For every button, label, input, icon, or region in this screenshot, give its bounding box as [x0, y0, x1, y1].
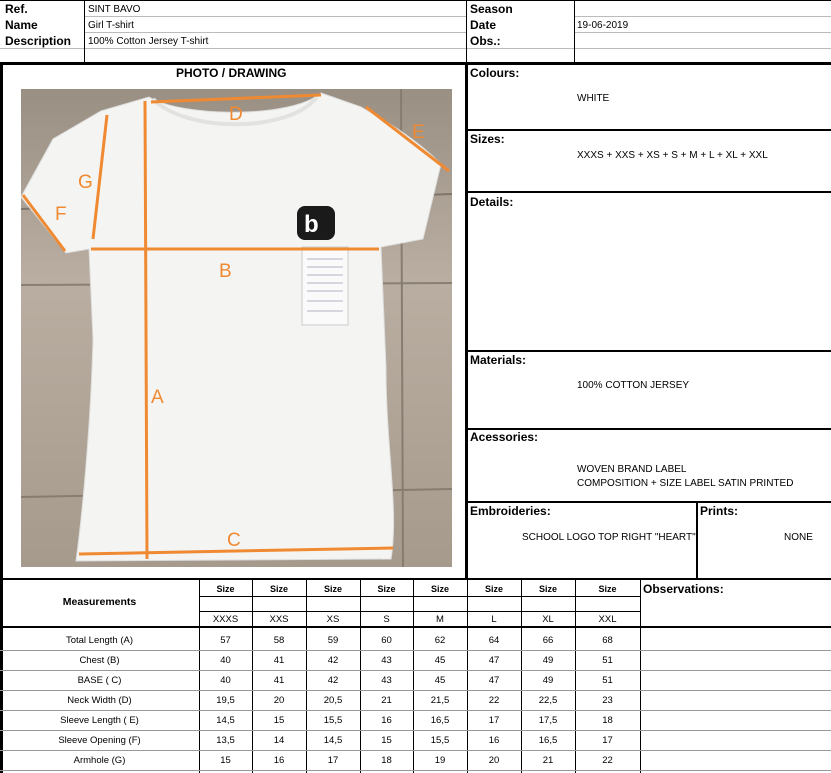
measure-letter-b: B: [219, 261, 232, 282]
table-cell: 14: [273, 735, 285, 746]
measurements-title: Measurements: [62, 596, 137, 608]
size-header: Size: [484, 584, 503, 594]
measure-letter-a: A: [151, 387, 164, 408]
row-label: Sleeve Opening (F): [58, 735, 141, 746]
table-cell: 41: [273, 655, 285, 666]
obs-label: Obs.:: [470, 34, 501, 48]
table-cell: 20,5: [323, 695, 343, 706]
table-cell: 42: [327, 675, 339, 686]
table-cell: 57: [220, 635, 231, 646]
table-cell: 49: [542, 675, 554, 686]
table-cell: 23: [602, 695, 613, 706]
colours-label: Colours:: [470, 66, 520, 80]
details-label: Details:: [470, 195, 514, 209]
accessories-line-1: WOVEN BRAND LABEL: [577, 464, 687, 475]
table-cell: 47: [488, 675, 500, 686]
table-cell: 64: [488, 635, 500, 646]
table-cell: 19,5: [216, 695, 235, 706]
table-cell: 19: [434, 755, 446, 766]
row-label: Neck Width (D): [67, 695, 132, 706]
ref-value: SINT BAVO: [88, 4, 141, 15]
size-name-4: M: [436, 614, 444, 625]
table-cell: 42: [327, 655, 339, 666]
size-header: Size: [430, 584, 449, 594]
table-row-divider: [0, 670, 831, 671]
sizes-label: Sizes:: [470, 132, 505, 146]
size-name-2: XS: [326, 614, 340, 625]
size-header: Size: [598, 584, 617, 594]
table-cell: 58: [273, 635, 285, 646]
measure-letter-f: F: [55, 204, 67, 225]
table-cell: 41: [273, 675, 285, 686]
table-cell: 16: [273, 755, 285, 766]
table-cell: 21: [381, 695, 392, 706]
table-cell: 20: [273, 695, 285, 706]
size-name-6: XL: [542, 614, 554, 625]
table-cell: 47: [488, 655, 500, 666]
embroideries-value: SCHOOL LOGO TOP RIGHT "HEART": [522, 532, 696, 543]
measure-letter-d: D: [229, 104, 243, 125]
size-header: Size: [216, 584, 235, 594]
table-col-divider: [640, 580, 641, 773]
size-name-3: S: [383, 614, 390, 625]
table-cell: 66: [542, 635, 554, 646]
table-cell: 15: [381, 735, 392, 746]
table-cell: 16,5: [430, 715, 450, 726]
size-name-0: XXXS: [212, 614, 239, 625]
materials-label: Materials:: [470, 353, 527, 367]
table-cell: 21,5: [430, 695, 450, 706]
table-row-divider: [0, 650, 831, 651]
embroideries-label: Embroideries:: [470, 504, 551, 518]
size-name-7: XXL: [598, 614, 617, 625]
measure-letter-c: C: [227, 530, 241, 551]
prints-value: NONE: [784, 532, 813, 543]
measure-letter-e: E: [412, 122, 425, 143]
name-label: Name: [5, 18, 38, 32]
svg-text:b: b: [304, 211, 319, 238]
date-value: 19-06-2019: [577, 20, 629, 31]
size-header: Size: [269, 584, 288, 594]
size-header: Size: [538, 584, 557, 594]
table-cell: 17,5: [538, 715, 558, 726]
table-cell: 14,5: [216, 715, 235, 726]
row-label: Total Length (A): [65, 635, 134, 646]
table-cell: 16: [381, 715, 392, 726]
table-cell: 17: [488, 715, 500, 726]
row-label: BASE ( C): [77, 675, 122, 686]
table-cell: 17: [327, 755, 339, 766]
accessories-line-2: COMPOSITION + SIZE LABEL SATIN PRINTED: [577, 478, 794, 489]
row-label: Chest (B): [79, 655, 120, 666]
prints-label: Prints:: [700, 504, 739, 518]
description-label: Description: [5, 34, 72, 48]
table-cell: 17: [602, 735, 613, 746]
table-cell: 60: [381, 635, 392, 646]
table-cell: 20: [488, 755, 500, 766]
table-cell: 62: [434, 635, 446, 646]
table-cell: 22: [602, 755, 613, 766]
row-label: Sleeve Length ( E): [60, 715, 139, 726]
photo-title: PHOTO / DRAWING: [176, 66, 287, 80]
table-cell: 13,5: [216, 735, 235, 746]
table-cell: 43: [381, 655, 392, 666]
table-cell: 68: [602, 635, 613, 646]
sizes-value: XXXS + XXS + XS + S + M + L + XL + XXL: [577, 150, 768, 161]
table-cell: 43: [381, 675, 392, 686]
colours-value: WHITE: [577, 93, 610, 104]
table-cell: 15,5: [323, 715, 343, 726]
size-header: Size: [377, 584, 396, 594]
observations-label: Observations:: [643, 582, 724, 596]
table-cell: 18: [602, 715, 613, 726]
date-label: Date: [470, 18, 497, 32]
table-cell: 22: [488, 695, 500, 706]
table-row-divider: [0, 750, 831, 751]
table-cell: 49: [542, 655, 554, 666]
size-name-5: L: [491, 614, 497, 625]
table-row-divider: [0, 770, 831, 771]
table-cell: 40: [220, 655, 231, 666]
table-cell: 21: [542, 755, 554, 766]
table-cell: 45: [434, 655, 446, 666]
table-cell: 16: [488, 735, 500, 746]
measure-letter-g: G: [78, 172, 93, 193]
tshirt-photo: [21, 89, 452, 567]
table-row-divider: [0, 690, 831, 691]
table-row-divider: [0, 730, 831, 731]
table-cell: 15: [273, 715, 285, 726]
table-cell: 18: [381, 755, 392, 766]
table-cell: 15,5: [430, 735, 450, 746]
size-header: Size: [323, 584, 342, 594]
table-cell: 14,5: [323, 735, 343, 746]
table-cell: 51: [602, 675, 613, 686]
season-label: Season: [470, 2, 513, 16]
name-value: Girl T-shirt: [88, 20, 134, 31]
table-cell: 22,5: [538, 695, 558, 706]
table-cell: 40: [220, 675, 231, 686]
row-label: Armhole (G): [73, 755, 126, 766]
materials-value: 100% COTTON JERSEY: [577, 380, 690, 391]
table-cell: 15: [220, 755, 231, 766]
accessories-label: Acessories:: [470, 430, 539, 444]
description-value: 100% Cotton Jersey T-shirt: [88, 36, 209, 47]
table-cell: 45: [434, 675, 446, 686]
ref-label: Ref.: [5, 2, 28, 16]
table-cell: 16,5: [538, 735, 558, 746]
table-cell: 59: [327, 635, 339, 646]
table-cell: 51: [602, 655, 613, 666]
table-row-divider: [0, 710, 831, 711]
size-name-1: XXS: [269, 614, 289, 625]
